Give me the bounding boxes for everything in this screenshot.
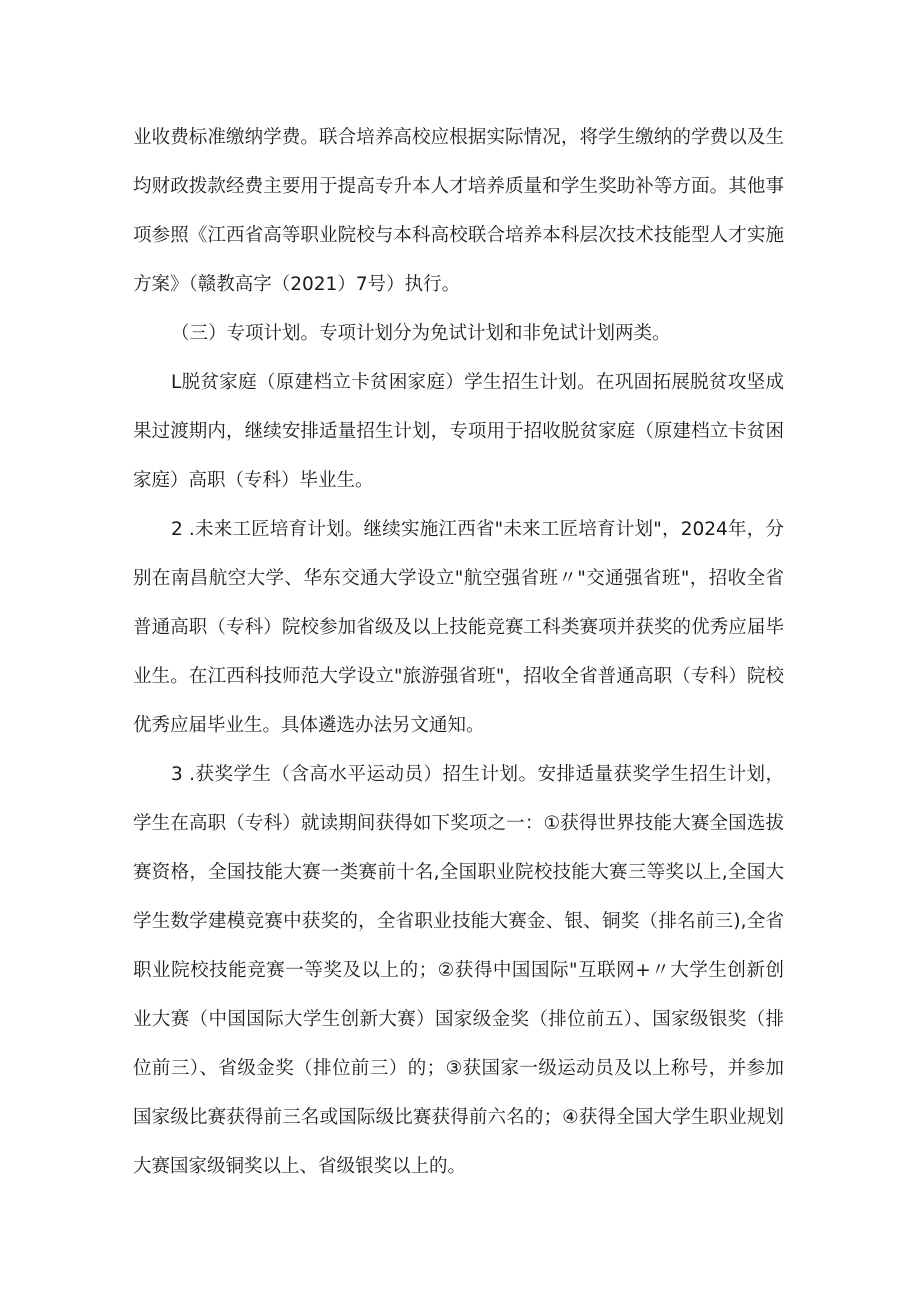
paragraph-future-craftsman-plan: 2 .未来工匠培育计划。继续实施江西省"未来工匠培育计划"，2024年，分别在南昌航空大学、华东交通大学设立"航空强省班〃"交通强省班"，招收全省普通高职（专科）院校参加省级及以上技能竞赛工科类赛项并获奖的优秀应届毕业生。在江西科技师范大学设立"旅游强省班"，招收全省普通高职（专科）院校优秀应届毕业生。具体遴选办法另文通知。 [133,519,784,736]
paragraph-award-students-plan: 3 .获奖学生（含高水平运动员）招生计划。安排适量获奖学生招生计划，学生在高职（专科）就读期间获得如下奖项之一：①获得世界技能大赛全国选拔赛资格，全国技能大赛一类赛前十名,全国职业院校技能大赛三等奖以上,全国大学生数学建模竞赛中获奖的，全省职业技能大赛金、银、铜奖（排名前三),全省职业院校技能竞赛一等奖及以上的；②获得中国国际"互联网+〃大学生创新创业大赛（中国国际大学生创新大赛）国家级金奖（排位前五）、国家级银奖（排位前三）、省级金奖（排位前三）的；③获国家一级运动员及以上称号，并参加国家级比赛获得前三名或国际级比赛获得前六名的；④获得全国大学生职业规划大赛国家级铜奖以上、省级银奖以上的。 [133,764,784,1177]
paragraph-special-plans: （三）专项计划。专项计划分为免试计划和非免试计划两类。 [171,323,671,344]
paragraph-tuition: 业收费标准缴纳学费。联合培养高校应根据实际情况，将学生缴纳的学费以及生均财政拨款经费主要用于提高专升本人才培养质量和学生奖助补等方面。其他事项参照《江西省高等职业院校与本科高校联合培养本科层次技术技能型人才实施方案》（赣教高字（2021）7号）执行。 [133,127,784,295]
document-body [133,113,784,1191]
paragraph-poverty-plan: L脱贫家庭（原建档立卡贫困家庭）学生招生计划。在巩固拓展脱贫攻坚成果过渡期内，继续安排适量招生计划，专项用于招收脱贫家庭（原建档立卡贫困家庭）高职（专科）毕业生。 [133,372,784,491]
